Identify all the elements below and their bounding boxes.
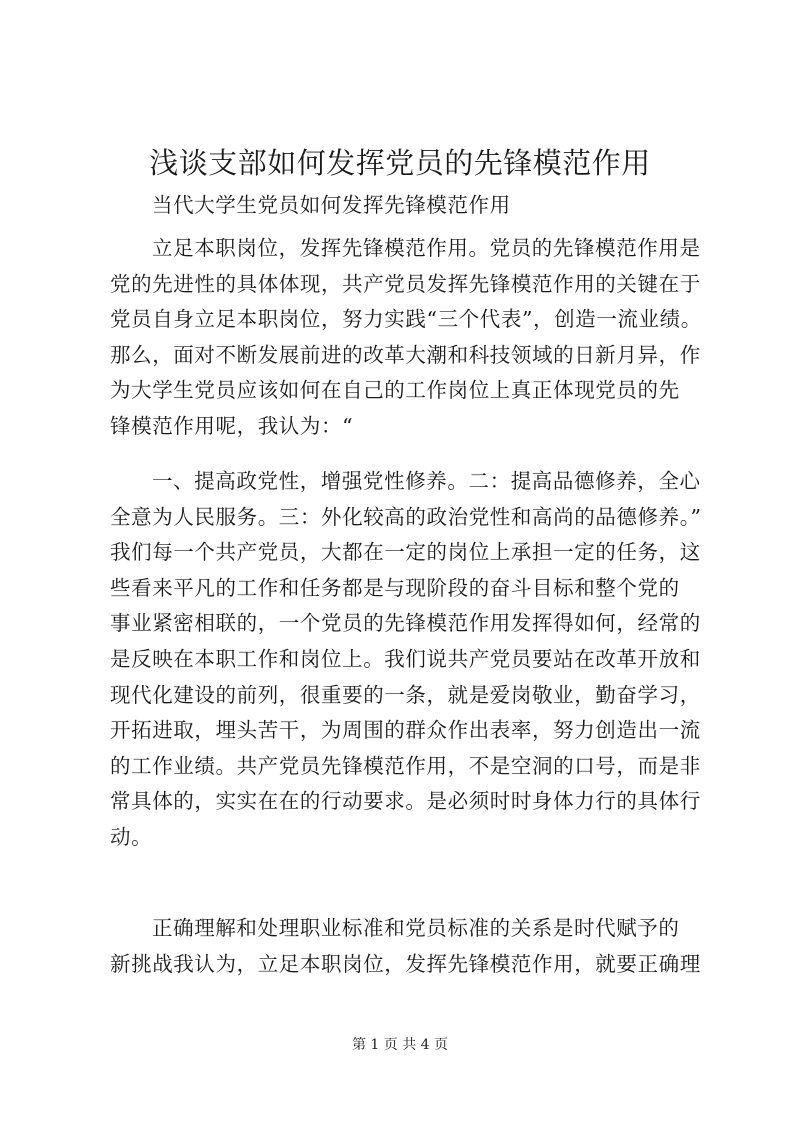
- paragraph-line: 那么，面对不断发展前进的改革大潮和科技领域的日新月异，作: [110, 342, 701, 367]
- paragraph-line: 新挑战我认为，立足本职岗位，发挥先锋模范作用，就要正确理: [110, 951, 701, 976]
- paragraph-2: [110, 464, 710, 856]
- paragraph-line: 现代化建设的前列，很重要的一条，就是爱岗敬业，勤奋学习，: [110, 682, 701, 707]
- document-subtitle: [110, 188, 710, 224]
- paragraph-line: 的工作业绩。共产党员先锋模范作用，不是空洞的口号，而是非: [110, 753, 701, 778]
- paragraph-line: 立足本职岗位，发挥先锋模范作用。党员的先锋模范作用是: [152, 236, 701, 260]
- paragraph-line: 开拓进取，埋头苦干，为周围的群众作出表率，努力创造出一流: [110, 718, 701, 743]
- paragraph-1: [110, 231, 710, 445]
- paragraph-line: 为大学生党员应该如何在自己的工作岗位上真正体现党员的先: [110, 378, 680, 403]
- paragraph-3: [110, 911, 710, 982]
- paragraph-line: 是反映在本职工作和岗位上。我们说共产党员要站在改革开放和: [110, 646, 701, 671]
- paragraph-line: 常具体的，实实在在的行动要求。是必须时时身体力行的具体行: [110, 789, 701, 814]
- paragraph-line: 动。: [110, 824, 153, 849]
- paragraph-line: 党的先进性的具体体现，共产党员发挥先锋模范作用的关键在于: [110, 271, 701, 296]
- paragraph-line: 事业紧密相联的，一个党员的先锋模范作用发挥得如何，经常的: [110, 611, 701, 636]
- paragraph-line: 一、提高政党性，增强党性修养。二：提高品德修养，全心: [152, 469, 701, 493]
- paragraph-line: 些看来平凡的工作和任务都是与现阶段的奋斗目标和整个党的: [110, 575, 680, 600]
- page-footer: 第 1 页 共 4 页: [351, 1037, 449, 1053]
- paragraph-line: 全意为人民服务。三：外化较高的政治党性和高尚的品德修养。”: [110, 504, 702, 529]
- paragraph-line: 党员自身立足本职岗位，努力实践“三个代表”，创造一流业绩。: [110, 307, 702, 332]
- subtitle-line: 当代大学生党员如何发挥先锋模范作用: [152, 193, 511, 217]
- paragraph-line: 正确理解和处理职业标准和党员标准的关系是时代赋予的: [152, 916, 680, 940]
- paragraph-line: 锋模范作用呢，我认为：“: [110, 413, 354, 438]
- paragraph-line: 我们每一个共产党员，大都在一定的岗位上承担一定的任务，这: [110, 540, 701, 565]
- document-title: 浅谈支部如何发挥党员的先锋模范作用: [149, 146, 651, 180]
